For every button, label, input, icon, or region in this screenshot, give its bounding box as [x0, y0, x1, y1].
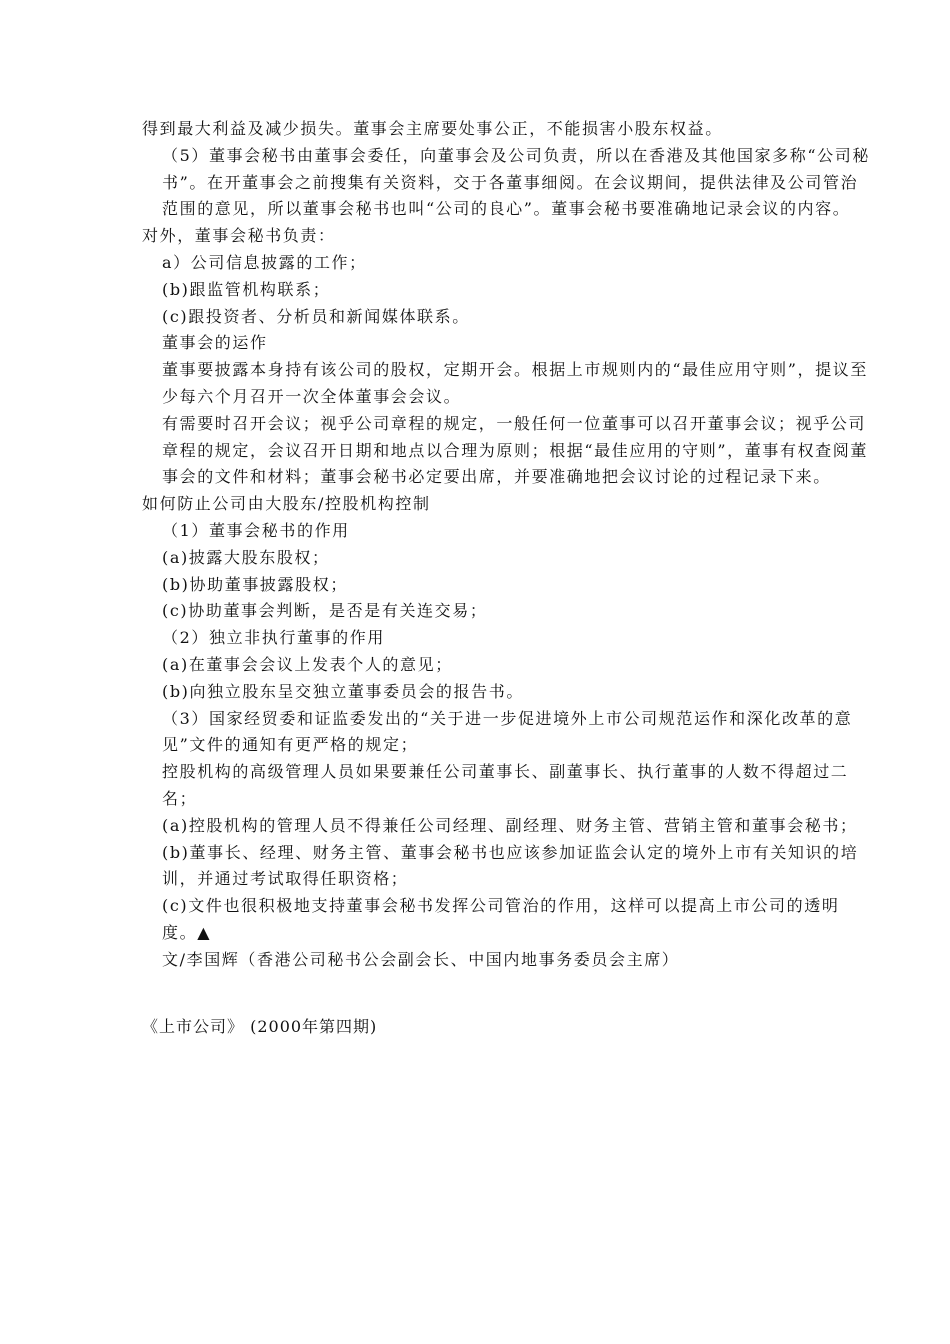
list-item: (b)董事长、经理、财务主管、董事会秘书也应该参加证监会认定的境外上市有关知识的培训，并通过考试取得任职资格； [162, 842, 859, 889]
paragraph: 有需要时召开会议；视乎公司章程的规定，一般任何一位董事可以召开董事会议；视乎公司章程的规定，会议召开日期和地点以合理为原则；根据“最佳应用的守则”，董事有权查阅董事会的文件和材料；董事会秘书必定要出席，并要准确地把会议讨论的过程记录下来。 [162, 413, 868, 487]
paragraph: 对外，董事会秘书负责： [142, 226, 336, 246]
list-item: (c)文件也很积极地支持董事会秘书发挥公司管治的作用，这样可以提高上市公司的透明度。▲ [162, 896, 840, 942]
paragraph: 董事要披露本身持有该公司的股权，定期开会。根据上市规则内的“最佳应用守则”，提议至少每六个月召开一次全体董事会会议。 [162, 360, 868, 406]
author-line: 文/李国辉（香港公司秘书公会副会长、中国内地事务委员会主席） [162, 949, 680, 969]
list-item: (a)控股机构的管理人员不得兼任公司经理、副经理、财务主管、营销主管和董事会秘书； [162, 815, 858, 835]
list-item: (b)协助董事披露股权； [162, 574, 348, 594]
spacer [142, 974, 870, 1014]
section-heading: 董事会的运作 [162, 333, 268, 353]
paragraph: 得到最大利益及减少损失。董事会主席要处事公正，不能损害小股东权益。 [142, 119, 723, 138]
list-item: (b)向独立股东呈交独立董事委员会的报告书。 [162, 681, 524, 701]
paragraph: （3）国家经贸委和证监委发出的“关于进一步促进境外上市公司规范运作和深化改革的意见”文件的通知有更严格的规定； [162, 708, 853, 755]
source-citation: 《上市公司》 (2000年第四期) [142, 1016, 378, 1036]
section-heading: 如何防止公司由大股东/控股机构控制 [142, 494, 431, 514]
subheading: （1）董事会秘书的作用 [162, 520, 350, 540]
list-item: (a)在董事会会议上发表个人的意见； [162, 654, 453, 674]
list-item: (c)跟投资者、分析员和新闻媒体联系。 [162, 306, 470, 326]
paragraph: （5）董事会秘书由董事会委任，向董事会及公司负责，所以在香港及其他国家多称“公司秘书”。在开董事会之前搜集有关资料，交于各董事细阅。在会议期间，提供法律及公司管治范围的意见，所以董事会秘书也叫“公司的良心”。董事会秘书要准确地记录会议的内容。 [162, 145, 870, 219]
subheading: （2）独立非执行董事的作用 [162, 628, 385, 648]
article-body [142, 116, 870, 1040]
list-item: (c)协助董事会判断，是否是有关连交易； [162, 601, 488, 621]
paragraph: 控股机构的高级管理人员如果要兼任公司董事长、副董事长、执行董事的人数不得超过二名； [162, 762, 849, 808]
list-item: a）公司信息披露的工作； [162, 252, 367, 272]
list-item: (b)跟监管机构联系； [162, 279, 331, 299]
list-item: (a)披露大股东股权； [162, 547, 330, 567]
